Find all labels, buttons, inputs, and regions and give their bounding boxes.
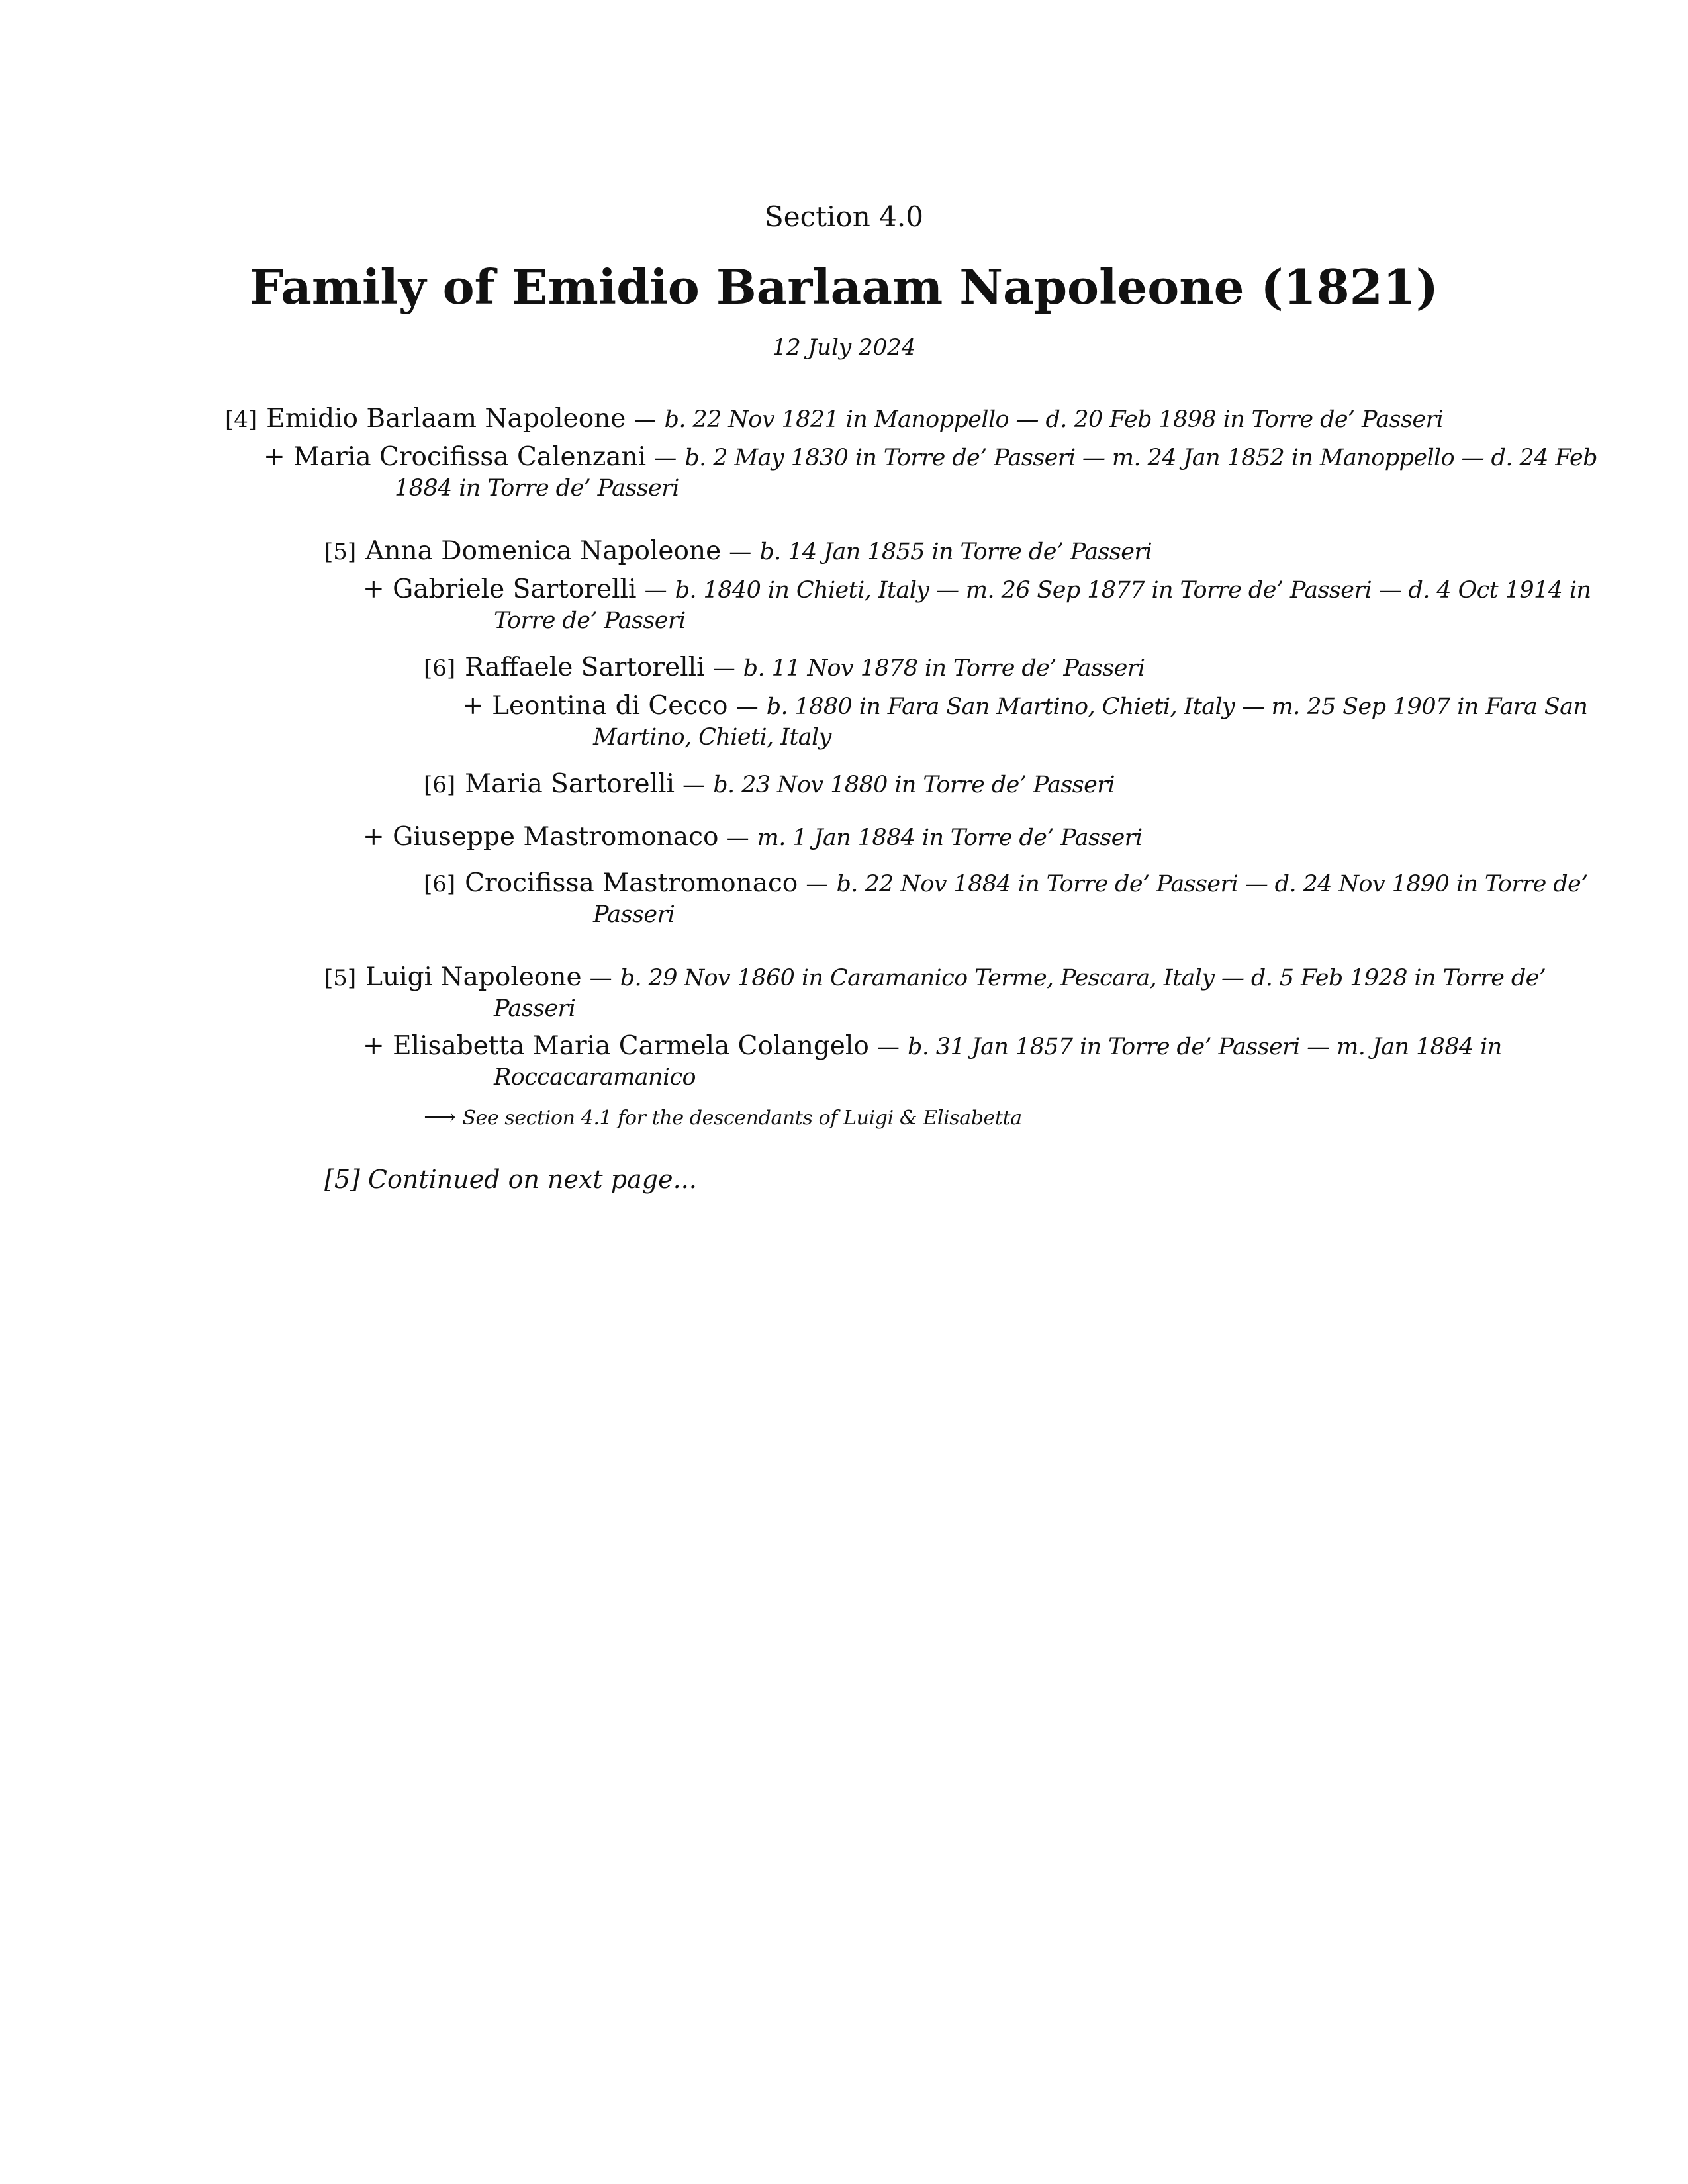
spouse-facts: b. 2 May 1830 in Torre de’ Passeri — m. 24 Jan 1852 in Manoppello — d. 24 Feb	[684, 445, 1597, 471]
person-name: Luigi Napoleone	[365, 962, 582, 992]
spouse-facts-continued: Martino, Chieti, Italy	[593, 724, 831, 751]
spouse-facts-continued: Torre de’ Passeri	[494, 608, 686, 634]
spouse-entry	[363, 821, 1143, 854]
spouse-name: Maria Crocifissa Calenzani	[293, 442, 647, 472]
person-facts-continued: Passeri	[494, 995, 576, 1022]
arrow-right-icon: ⟶	[424, 1104, 456, 1130]
person-name: Raffaele Sartorelli	[465, 653, 705, 682]
generation-number: [6]	[424, 772, 456, 798]
section-label: Section 4.0	[765, 201, 923, 233]
separator: —	[644, 577, 667, 604]
person-entry	[324, 535, 1152, 568]
separator: —	[726, 825, 749, 851]
separator: —	[654, 445, 677, 471]
spouse-facts-continued: 1884 in Torre de’ Passeri	[395, 475, 679, 502]
spouse-entry	[263, 441, 1597, 474]
separator: —	[589, 965, 612, 991]
person-name: Maria Sartorelli	[465, 769, 675, 799]
separator: —	[729, 539, 752, 565]
person-name: Anna Domenica Napoleone	[365, 536, 722, 566]
generation-number: [5]	[324, 539, 357, 565]
spouse-entry	[462, 690, 1587, 723]
spouse-entry	[363, 573, 1591, 606]
spouse-name: Leontina di Cecco	[492, 691, 728, 721]
person-facts: b. 23 Nov 1880 in Torre de’ Passeri	[713, 772, 1115, 798]
generation-number: [6]	[424, 655, 456, 682]
person-entry	[424, 867, 1588, 900]
cross-reference-note	[424, 1103, 1022, 1133]
spouse-prefix: +	[263, 442, 294, 472]
person-entry	[424, 651, 1145, 684]
spouse-facts-continued: Roccacaramanico	[494, 1064, 696, 1091]
separator: —	[735, 694, 759, 720]
spouse-prefix: +	[363, 822, 393, 852]
spouse-name: Giuseppe Mastromonaco	[393, 822, 719, 852]
person-entry	[424, 768, 1115, 801]
person-facts: b. 22 Nov 1821 in Manoppello — d. 20 Feb 1898 in Torre de’ Passeri	[664, 406, 1444, 433]
person-facts: b. 22 Nov 1884 in Torre de’ Passeri — d. 24 Nov 1890 in Torre de’	[836, 871, 1588, 897]
person-facts: b. 11 Nov 1878 in Torre de’ Passeri	[743, 655, 1145, 682]
person-entry	[225, 402, 1443, 435]
spouse-facts: m. 1 Jan 1884 in Torre de’ Passeri	[757, 825, 1143, 851]
separator: —	[712, 655, 735, 682]
separator: —	[682, 772, 706, 798]
person-facts-continued: Passeri	[593, 901, 675, 928]
separator: —	[806, 871, 829, 897]
spouse-prefix: +	[462, 691, 492, 721]
person-name: Crocifissa Mastromonaco	[465, 868, 798, 898]
page-date: 12 July 2024	[772, 334, 916, 361]
person-name: Emidio Barlaam Napoleone	[266, 404, 626, 433]
spouse-name: Elisabetta Maria Carmela Colangelo	[393, 1031, 869, 1061]
spouse-prefix: +	[363, 1031, 393, 1061]
cross-reference-text: See section 4.1 for the descendants of Luigi & Elisabetta	[462, 1107, 1022, 1130]
person-facts: b. 29 Nov 1860 in Caramanico Terme, Pescara, Italy — d. 5 Feb 1928 in Torre de’	[620, 965, 1546, 991]
spouse-facts: b. 1840 in Chieti, Italy — m. 26 Sep 1877 in Torre de’ Passeri — d. 4 Oct 1914 in	[675, 577, 1591, 604]
separator: —	[876, 1034, 900, 1060]
spouse-name: Gabriele Sartorelli	[393, 574, 637, 604]
person-entry	[324, 961, 1546, 994]
generation-number: [6]	[424, 871, 456, 897]
spouse-facts: b. 1880 in Fara San Martino, Chieti, Italy — m. 25 Sep 1907 in Fara San	[766, 694, 1588, 720]
person-facts: b. 14 Jan 1855 in Torre de’ Passeri	[759, 539, 1152, 565]
page-title: Family of Emidio Barlaam Napoleone (1821)	[250, 259, 1438, 315]
spouse-facts: b. 31 Jan 1857 in Torre de’ Passeri — m. Jan 1884 in	[908, 1034, 1502, 1060]
spouse-prefix: +	[363, 574, 393, 604]
continued-note: [5] Continued on next page...	[324, 1165, 697, 1194]
separator: —	[633, 406, 657, 433]
spouse-entry	[363, 1030, 1502, 1063]
generation-number: [5]	[324, 965, 357, 991]
generation-number: [4]	[225, 406, 258, 433]
